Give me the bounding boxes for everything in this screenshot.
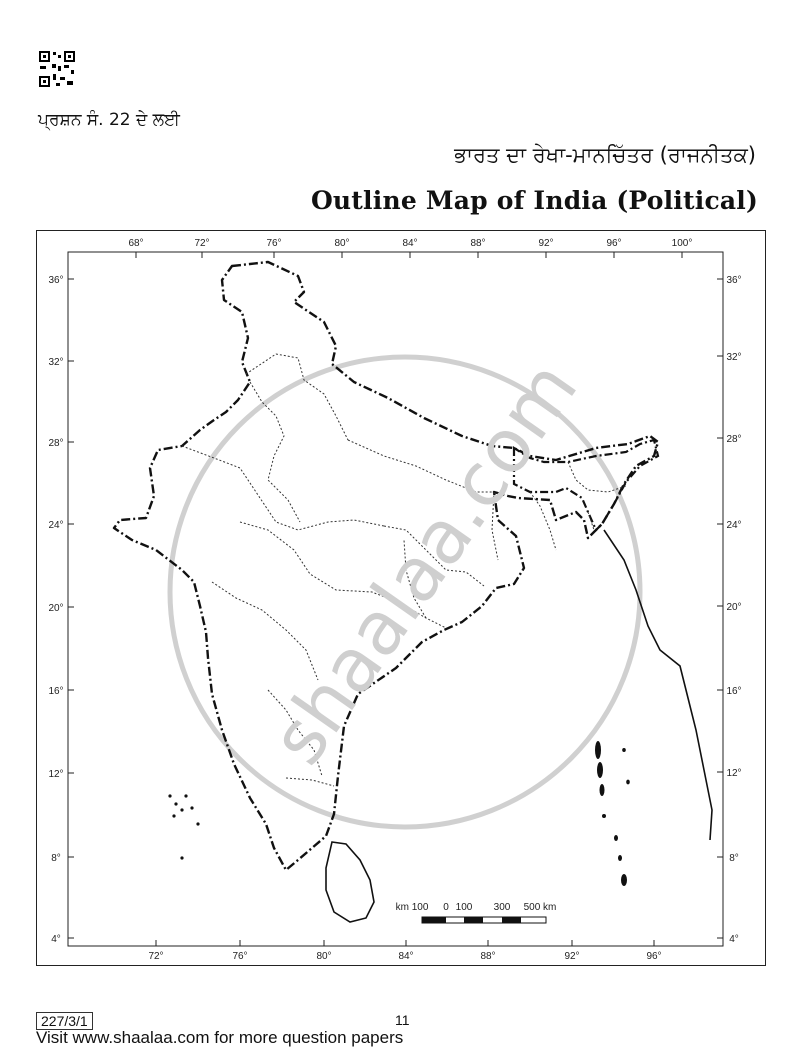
lon-label: 88°: [480, 951, 496, 962]
scale-label: 300: [493, 902, 511, 913]
lon-label: 80°: [334, 238, 350, 249]
top-ticks: [136, 252, 682, 258]
lon-label: 96°: [606, 238, 622, 249]
lon-label: 68°: [128, 238, 144, 249]
lat-label: 24°: [726, 520, 742, 531]
scale-label: 100: [455, 902, 473, 913]
lat-label: 16°: [726, 686, 742, 697]
map-title-regional: ਭਾਰਤ ਦਾ ਰੇਖਾ-ਮਾਨਚਿੱਤਰ (ਰਾਜਨੀਤਕ): [454, 143, 756, 167]
lat-label: 4°: [729, 934, 739, 945]
lon-label: 92°: [564, 951, 580, 962]
lat-label: 32°: [726, 352, 742, 363]
scale-label: km 100: [395, 902, 429, 913]
scale-label: 0: [443, 902, 449, 913]
lon-label: 76°: [266, 238, 282, 249]
lat-label: 36°: [48, 275, 64, 286]
lat-label: 20°: [48, 603, 64, 614]
lat-label: 12°: [726, 768, 742, 779]
lat-label: 12°: [48, 769, 64, 780]
footer-visit-link[interactable]: Visit www.shaalaa.com for more question papers: [36, 1028, 404, 1047]
lat-label: 8°: [51, 853, 61, 864]
lon-label: 88°: [470, 238, 486, 249]
lon-label: 96°: [646, 951, 662, 962]
left-ticks: [68, 279, 74, 938]
lat-label: 8°: [729, 853, 739, 864]
top-longitude-labels: [128, 238, 692, 249]
right-latitude-labels: [726, 275, 741, 945]
right-ticks: [717, 279, 723, 938]
scale-bar: [396, 902, 557, 923]
paper-code: 227/3/1: [36, 1012, 93, 1030]
lat-label: 28°: [726, 434, 742, 445]
lon-label: 76°: [232, 951, 248, 962]
lat-label: 4°: [51, 934, 61, 945]
lakshadweep-islands: [168, 794, 199, 859]
lon-label: 72°: [148, 951, 164, 962]
sri-lanka-outline: [326, 842, 374, 922]
lat-label: 20°: [726, 602, 742, 613]
lon-label: 72°: [194, 238, 210, 249]
lon-label: 84°: [398, 951, 414, 962]
lat-label: 24°: [48, 520, 64, 531]
scale-label: 500 km: [523, 902, 557, 913]
lon-label: 100°: [671, 238, 693, 249]
lat-label: 36°: [726, 275, 742, 286]
bottom-ticks: [156, 940, 654, 946]
lon-label: 92°: [538, 238, 554, 249]
left-latitude-labels: [48, 275, 63, 945]
watermark-text: shaalaa.com: [254, 346, 595, 780]
map-title-english: Outline Map of India (Political): [310, 186, 758, 215]
page-number: 11: [395, 1012, 410, 1028]
lat-label: 32°: [48, 357, 64, 368]
andaman-nicobar-islands: [595, 741, 630, 886]
lat-label: 28°: [48, 438, 64, 449]
question-label: ਪ੍ਰਸ਼ਨ ਸੰ. 22 ਦੇ ਲਈ: [38, 110, 180, 130]
lon-label: 84°: [402, 238, 418, 249]
lat-label: 16°: [48, 686, 64, 697]
lon-label: 80°: [316, 951, 332, 962]
qr-code-icon: [38, 50, 76, 88]
bottom-longitude-labels: [148, 951, 661, 962]
